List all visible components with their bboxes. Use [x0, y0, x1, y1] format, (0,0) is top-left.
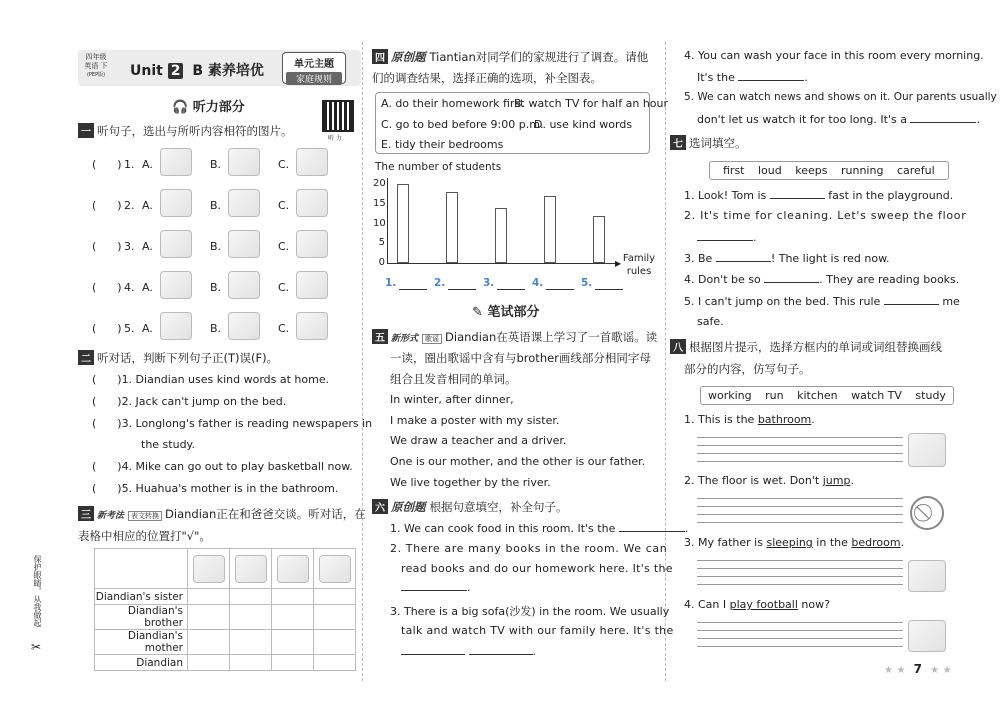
answer-blank[interactable]: [697, 230, 753, 241]
chart-bar: [446, 192, 458, 263]
listening-title-text: 听力部分: [192, 100, 245, 115]
s1-answer-blank[interactable]: ( ): [92, 158, 122, 171]
word-option: careful: [896, 164, 935, 177]
s1-row: [92, 230, 362, 266]
header-bar: [78, 50, 361, 86]
underlined-word: play football: [729, 598, 798, 611]
s1-row: [92, 148, 362, 184]
s3-tag: 新考法: [97, 511, 125, 521]
s1-option-picture[interactable]: [160, 230, 192, 258]
s3-instruction: [78, 506, 366, 522]
table-corner: [95, 549, 188, 589]
unit-label: Unit: [130, 63, 163, 79]
subject-text: 英语 下: [84, 62, 108, 70]
chart-category-label: 5.: [581, 277, 593, 289]
s1-option-picture[interactable]: [228, 271, 260, 299]
chart-xlabel: Family rules: [622, 253, 656, 277]
s1-item-number: 1.: [124, 158, 135, 171]
word-option: run: [765, 389, 784, 402]
s1-option-picture[interactable]: [160, 312, 192, 340]
answer-blank[interactable]: [764, 272, 819, 283]
answer-blank[interactable]: [738, 70, 804, 81]
chant-line: I make a poster with my sister.: [390, 414, 560, 427]
underlined-word: jump: [822, 474, 851, 487]
table-cell[interactable]: [188, 589, 230, 605]
chant-line: We draw a teacher and a driver.: [390, 434, 567, 447]
chant-line: In winter, after dinner,: [390, 393, 514, 406]
s1-answer-blank[interactable]: ( ): [92, 281, 122, 294]
table-row-label: Diandian: [95, 655, 188, 671]
table-cell[interactable]: [272, 605, 314, 630]
s5-text3: 组合且发音相同的单词。: [390, 372, 517, 386]
s6-q3-line2: talk and watch TV with our family here. It's the: [401, 624, 674, 637]
table-cell[interactable]: [272, 630, 314, 655]
s6-q5-text: don't let us watch it for too long. It's a: [697, 113, 907, 126]
section-title: B 素养培优: [192, 63, 264, 79]
s6-q3-line1: 3. There is a big sofa(沙发) in the room. We usually: [390, 605, 670, 618]
chart-bar: [397, 184, 409, 263]
s6-q1: [390, 521, 688, 535]
star-icon: ★ ★: [930, 665, 952, 676]
qr-label: 听 力: [328, 135, 342, 142]
period: .: [850, 474, 854, 487]
s1-option-picture[interactable]: [296, 271, 328, 299]
answer-blank[interactable]: [910, 112, 976, 123]
chart-category-label: 2.: [434, 277, 446, 289]
s1-item-number: 3.: [124, 240, 135, 253]
s1-option-label: C.: [278, 240, 290, 253]
s7-q2-line1: 2. It's time for cleaning. Let's sweep the floor: [684, 209, 967, 222]
s1-answer-blank[interactable]: ( ): [92, 199, 122, 212]
kitchen-icon: [193, 555, 225, 583]
table-cell[interactable]: [314, 589, 356, 605]
s2-number: 二: [78, 350, 94, 365]
chart-y-tick: 5: [378, 237, 385, 249]
chart-y-tick: 15: [373, 197, 386, 209]
writing-title: [472, 301, 539, 320]
chart-y-tick: 0: [378, 257, 385, 268]
s7-wordbox: [709, 161, 949, 180]
s7-q2-line2: [697, 230, 757, 244]
s7-q1-text2: fast in the playground.: [828, 189, 954, 202]
table-cell[interactable]: [314, 605, 356, 630]
word-option: kitchen: [797, 389, 838, 402]
unit-number: 2: [168, 63, 184, 79]
s8-instruction: [670, 339, 942, 355]
s1-option-picture[interactable]: [228, 148, 260, 176]
s7-q3-text: 3. Be: [684, 252, 713, 265]
s6-tag: 原创题: [391, 500, 426, 514]
s5-text2: 一读，圈出歌谣中含有与brother画线部分相同字母: [390, 351, 651, 365]
room-pic-kitchen: [188, 549, 230, 589]
s6-instruction: [372, 499, 568, 515]
period: .: [753, 231, 757, 244]
column-divider: [362, 42, 363, 681]
s3-table: [94, 548, 356, 671]
s1-option-label: C.: [278, 281, 290, 294]
s7-q5-text: 5. I can't jump on the bed. This rule: [684, 295, 881, 308]
s8-number: 八: [670, 339, 686, 354]
s8-word-box: [700, 386, 954, 405]
table-cell[interactable]: [230, 655, 272, 671]
s1-option-label: A.: [142, 240, 153, 253]
s1-option-label: C.: [278, 322, 290, 335]
s1-row: [92, 271, 362, 307]
scissors-icon: ✂: [31, 640, 42, 654]
s6-q2-line1: 2. There are many books in the room. We can: [390, 542, 668, 555]
chart-y-tick: 10: [373, 217, 386, 229]
s1-option-label: B.: [210, 322, 222, 335]
chart-y-tick: 20: [373, 178, 386, 189]
s3-text: Diandian正在和爸爸交谈。听对话，在: [165, 507, 366, 521]
s8-wordbox: [700, 386, 954, 405]
s2-item-text: 3. Longlong's father is reading newspapers in: [121, 417, 373, 430]
s1-option-picture[interactable]: [228, 189, 260, 217]
answer-blank[interactable]: [401, 644, 465, 655]
s3-number: 三: [78, 506, 94, 521]
s6-q4-line1: 4. You can wash your face in this room every morning.: [684, 49, 984, 62]
s5-number: 五: [372, 329, 388, 344]
s7-q4-text: 4. Don't be so: [684, 273, 761, 286]
word-option: first: [723, 164, 745, 177]
s6-q5-line2: [697, 112, 980, 126]
answer-blank[interactable]: [770, 188, 825, 199]
chart-x-axis: [387, 263, 619, 264]
table-cell[interactable]: [188, 630, 230, 655]
s2-item-text: 5. Huahua's mother is in the bathroom.: [121, 482, 339, 495]
s1-item-number: 4.: [124, 281, 135, 294]
table-cell[interactable]: [230, 589, 272, 605]
s2-text: 听对话，判断下列句子正(T)误(F)。: [97, 351, 279, 365]
star-icon: ★ ★: [884, 665, 906, 676]
s1-option-picture[interactable]: [228, 230, 260, 258]
s7-instruction: [670, 135, 747, 151]
writing-lines[interactable]: [697, 615, 903, 647]
room-pic-living: [230, 549, 272, 589]
s1-option-label: C.: [278, 199, 290, 212]
table-cell[interactable]: [188, 605, 230, 630]
s7-q4: [684, 272, 959, 286]
table-cell[interactable]: [230, 605, 272, 630]
word-option: keeps: [795, 164, 828, 177]
s1-option-picture[interactable]: [160, 271, 192, 299]
s1-option-label: A.: [142, 158, 153, 171]
period: .: [976, 113, 980, 126]
period: .: [467, 581, 471, 594]
s5-instruction: [372, 329, 657, 345]
underlined-word: bedroom: [851, 536, 901, 549]
s1-answer-blank[interactable]: ( ): [92, 240, 122, 253]
s7-number: 七: [670, 135, 686, 150]
s6-text: 根据句意填空，补全句子。: [429, 500, 568, 514]
page-number: 7: [913, 662, 922, 676]
s1-option-label: B.: [210, 240, 222, 253]
s1-option-label: B.: [210, 158, 222, 171]
no-running-sign-icon: [910, 496, 944, 530]
s8-q3-text: 3. My father is: [684, 536, 763, 549]
chart-answer-blank[interactable]: [546, 289, 574, 290]
s1-option-picture[interactable]: [296, 148, 328, 176]
s8-q4-end: now?: [801, 598, 830, 611]
edition-text: (PEP版): [86, 72, 106, 78]
s1-answer-blank[interactable]: ( ): [92, 322, 122, 335]
s2-item-4: ( )4. Mike can go out to play basketball now.: [92, 460, 353, 473]
study-picture-icon: [908, 560, 946, 592]
s1-instruction: [78, 123, 293, 139]
room-pic-bedroom: [272, 549, 314, 589]
table-cell[interactable]: [188, 655, 230, 671]
s5-tag: 新形式: [391, 334, 419, 344]
s7-word-box: [709, 161, 949, 180]
headphones-icon: 🎧: [172, 100, 189, 115]
s2-item-5: ( )5. Huahua's mother is in the bathroom.: [92, 482, 339, 495]
writing-lines[interactable]: [697, 430, 903, 462]
s1-option-picture[interactable]: [160, 148, 192, 176]
s1-row: [92, 189, 362, 225]
period: .: [804, 71, 808, 84]
table-row-label: Diandian's brother: [95, 605, 188, 630]
s2-item-3: ( )3. Longlong's father is reading newspapers in: [92, 417, 373, 430]
writing-lines[interactable]: [697, 553, 903, 585]
s4-option-d: D. use kind words: [534, 118, 633, 131]
word-option: watch TV: [851, 389, 902, 402]
s8-q2-text: 2. The floor is wet. Don't: [684, 474, 820, 487]
s7-q1: [684, 188, 953, 202]
listening-title: [172, 96, 245, 115]
word-option: working: [708, 389, 752, 402]
page-number-area: [884, 662, 952, 676]
chart-answer-blank[interactable]: [595, 289, 623, 290]
s2-instruction: [78, 350, 278, 366]
s6-q2-blank: [401, 580, 471, 594]
s8-q2: [684, 474, 854, 487]
s5-text: Diandian在英语课上学习了一首歌谣。读: [445, 330, 658, 344]
word-option: running: [840, 164, 884, 177]
word-option: loud: [758, 164, 782, 177]
s1-item-number: 2.: [124, 199, 135, 212]
underlined-word: bathroom: [757, 413, 812, 426]
s4-tag: 原创题: [391, 50, 426, 64]
s5-tag2: 歌谣: [422, 334, 442, 344]
answer-blank[interactable]: [619, 521, 685, 532]
underlined-word: sleeping: [766, 536, 813, 549]
s7-q4-text2: . They are reading books.: [819, 273, 960, 286]
bathroom-icon: [319, 555, 351, 583]
s8-text: 根据图片提示，选择方框内的单词或词组替换画线: [689, 340, 942, 354]
s4-option-a: A. do their homework first: [381, 97, 525, 110]
table-cell[interactable]: [272, 655, 314, 671]
s7-q5-text2: me: [942, 295, 960, 308]
s2-item-1: ( )1. Diandian uses kind words at home.: [92, 373, 330, 386]
chart-bar: [544, 196, 556, 263]
s7-q5-line2: safe.: [697, 315, 724, 328]
s1-option-picture[interactable]: [296, 230, 328, 258]
answer-blank[interactable]: [716, 251, 771, 262]
chart-bar: [495, 208, 507, 263]
chant-line: One is our mother, and the other is our father.: [390, 455, 646, 468]
s6-q5-line1: 5. We can watch news and shows on it. Our parents usually: [684, 91, 997, 103]
period: .: [684, 522, 689, 535]
chart-bars: [387, 178, 617, 263]
chant-line: We live together by the river.: [390, 476, 551, 489]
s1-option-label: A.: [142, 199, 153, 212]
s6-number: 六: [372, 499, 388, 514]
s4-text: Tiantian对同学们的家规进行了调查。请他: [429, 50, 649, 64]
writing-lines[interactable]: [697, 491, 903, 523]
s4-options-box: [375, 92, 669, 154]
s8-q4: [684, 598, 830, 611]
unit-title: [130, 60, 264, 80]
bedroom-icon: [277, 555, 309, 583]
s1-option-picture[interactable]: [296, 189, 328, 217]
s6-q2-line2: read books and do our homework here. It's the: [401, 562, 673, 575]
s2-item-text: 1. Diandian uses kind words at home.: [121, 373, 330, 386]
period: .: [900, 536, 905, 549]
table-cell[interactable]: [272, 589, 314, 605]
s6-q3-blank: [401, 644, 536, 658]
chart-bar: [593, 216, 605, 263]
chart-answer-blank[interactable]: [497, 289, 525, 290]
s2-item-text: 4. Mike can go out to play basketball now.: [121, 460, 353, 473]
side-vertical-text: 保护眼睛，从我做起: [33, 555, 42, 627]
s1-option-picture[interactable]: [296, 312, 328, 340]
table-cell[interactable]: [230, 630, 272, 655]
s1-item-number: 5.: [124, 322, 135, 335]
s1-option-label: C.: [278, 158, 290, 171]
column-divider: [665, 42, 666, 681]
s3-tag2: 表文转换: [128, 511, 162, 521]
s7-text: 选词填空。: [689, 136, 747, 150]
answer-blank[interactable]: [401, 580, 467, 591]
pencil-icon: ✎: [472, 305, 483, 320]
s4-option-b: B. watch TV for half an hour: [514, 97, 669, 110]
s1-option-label: B.: [210, 281, 222, 294]
chart-category-label: 3.: [483, 277, 495, 289]
theme-name: 家庭规则: [286, 72, 342, 85]
s8-q3-mid: in the: [816, 536, 848, 549]
word-option: study: [915, 389, 946, 402]
s6-q1-text: 1. We can cook food in this room. It's the: [390, 522, 616, 535]
s1-number: 一: [78, 123, 94, 138]
s8-text2: 部分的内容，仿写句子。: [684, 362, 811, 376]
grade-label: [81, 53, 111, 80]
s7-q5: [684, 294, 960, 308]
s1-text: 听句子，选出与所听内容相符的图片。: [97, 124, 293, 138]
s1-option-label: A.: [142, 281, 153, 294]
s2-item-2: ( )2. Jack can't jump on the bed.: [92, 395, 287, 408]
bar-chart: [373, 178, 663, 298]
s4-text2: 们的调查结果，选择正确的选项，补全图表。: [372, 71, 602, 85]
s4-number: 四: [372, 49, 388, 64]
table-cell[interactable]: [314, 655, 356, 671]
qr-code-icon[interactable]: [322, 100, 354, 132]
chart-answer-blank[interactable]: [448, 289, 476, 290]
table-row-label: Diandian's sister: [95, 589, 188, 605]
chart-category-label: 4.: [532, 277, 544, 289]
table-cell[interactable]: [314, 630, 356, 655]
s3-text2: 表格中相应的位置打"√"。: [78, 529, 211, 543]
writing-title-text: 笔试部分: [487, 305, 540, 320]
s1-option-picture[interactable]: [160, 189, 192, 217]
s7-q3-text2: ! The light is red now.: [770, 252, 890, 265]
period: .: [532, 645, 536, 658]
living-room-icon: [235, 555, 267, 583]
grade-text: 四年级: [85, 53, 107, 61]
s4-option-c: C. go to bed before 9:00 p.m.: [381, 118, 544, 131]
s6-q4-text: It's the: [697, 71, 735, 84]
tv-picture-icon: [908, 620, 946, 652]
theme-title: 单元主题: [294, 59, 334, 70]
table-row-label: Diandian's mother: [95, 630, 188, 655]
s6-q4-line2: [697, 70, 808, 84]
s1-option-picture[interactable]: [228, 312, 260, 340]
period: .: [811, 413, 815, 426]
chart-ylabel: The number of students: [375, 161, 502, 173]
answer-blank[interactable]: [884, 294, 939, 305]
s7-q3: [684, 251, 890, 265]
s8-q1-text: 1. This is the: [684, 413, 755, 426]
s8-q3: [684, 536, 904, 549]
s1-row: [92, 312, 362, 348]
chart-x-arrow-icon: ▶: [615, 259, 622, 268]
s8-q1: [684, 413, 815, 426]
theme-box: [282, 52, 346, 84]
s1-option-label: B.: [210, 199, 222, 212]
chart-category-label: 1.: [385, 277, 397, 289]
s4-instruction: [372, 49, 648, 65]
s2-item-3-cont: the study.: [141, 438, 195, 451]
bathroom-picture-icon: [908, 433, 946, 467]
s4-option-e: E. tidy their bedrooms: [381, 138, 504, 151]
answer-blank[interactable]: [469, 644, 533, 655]
s8-q4-text: 4. Can I: [684, 598, 727, 611]
chart-answer-blank[interactable]: [399, 289, 427, 290]
s2-item-text: 2. Jack can't jump on the bed.: [121, 395, 287, 408]
s7-q1-text: 1. Look! Tom is: [684, 189, 767, 202]
room-pic-bathroom: [314, 549, 356, 589]
s1-option-label: A.: [142, 322, 153, 335]
